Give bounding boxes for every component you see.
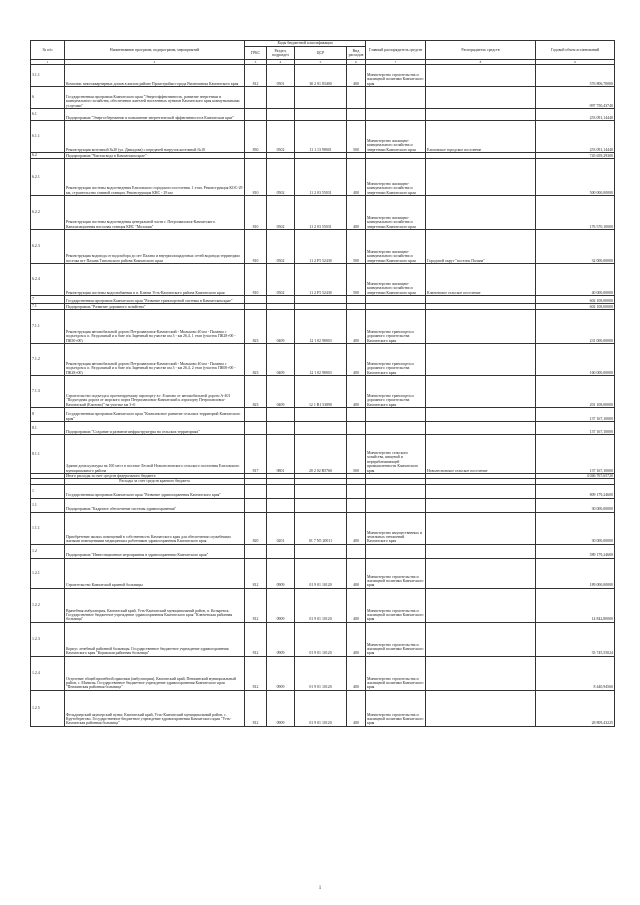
row-grbs xyxy=(245,544,267,558)
row-receiver: Ключевское сельское поселение xyxy=(426,264,536,296)
row-grbs: 810 xyxy=(245,264,267,296)
row-receiver xyxy=(426,296,536,304)
table-row xyxy=(31,196,615,230)
row-number: 1.2.5 xyxy=(31,690,65,726)
row-name: Государственная программа Камчатского края "Развитие транспортной системы в Камчатском крае" xyxy=(65,296,245,304)
row-section xyxy=(267,87,295,109)
row-amount: 602 108,00000 xyxy=(536,304,615,310)
row-grbs: 812 xyxy=(245,690,267,726)
row-name: Реконструкция системы водоотведения Елизовского городского поселения. 1 этап. Реконструкция КОС-29 км, строительство главной станции. Реконструкция КНС - 29 км xyxy=(65,159,245,196)
row-vr: 500 xyxy=(347,435,366,474)
row-name: Подпрограмма "Развитие дорожного хозяйства" xyxy=(65,304,245,310)
row-admin: Министерство жилищно-коммунального хозяйства и энергетики Камчатского края xyxy=(366,196,426,230)
row-amount: 35 745,55024 xyxy=(536,622,615,656)
row-name: Реконструкция системы водоснабжения в п. Ключи Усть-Камчатского района Камчатского края xyxy=(65,264,245,296)
row-name: Строительство подъезда к проектируемому аэропорту в г. Елизово от автомобильной дороги А-401 "Подъездная дорога от морского порта Петропавловск-Камчатский к аэропорту Петропавловск-Камчатский (Елизово)" на участке км 3+0 xyxy=(65,376,245,408)
row-admin xyxy=(366,484,426,498)
row-admin xyxy=(366,109,426,121)
row-name: Отделение общей врачебной практики (амбулатория), Камчатский край, Пенжинский муниципальный район, с. Манилы. Государственное бюджетное учреждение здравоохранения Камчатского края "Пенжинская районная больница" xyxy=(65,656,245,690)
column-index: 6 xyxy=(347,60,366,65)
row-csr xyxy=(295,87,347,109)
row-name: Государственная программа Камчатского края "Комплексное развитие сельских территорий Камчатского края" xyxy=(65,408,245,422)
row-vr: 400 xyxy=(347,588,366,622)
row-grbs: 810 xyxy=(245,196,267,230)
row-name: Комплекс многоквартирных домов в жилом районе Промстройки города Вилючинска Камчатского края xyxy=(65,65,245,87)
row-admin: Министерство сельского хозяйства, пищевой и перерабатывающей промышленности Камчатского края xyxy=(366,435,426,474)
row-number: 8.1.1 xyxy=(31,435,65,474)
row-grbs xyxy=(245,296,267,304)
row-admin: Министерство транспорта и дорожного строительства Камчатского края xyxy=(366,376,426,408)
row-amount: 137 167,10000 xyxy=(536,408,615,422)
row-number: 6.1 xyxy=(31,109,65,121)
row-admin xyxy=(366,296,426,304)
row-amount: 14 842,80000 xyxy=(536,588,615,622)
row-vr: 500 xyxy=(347,264,366,296)
row-admin: Министерство имущественных и земельных отношений Камчатского края xyxy=(366,512,426,544)
row-amount: 30 000,00000 xyxy=(536,512,615,544)
row-admin xyxy=(366,87,426,109)
header-group-codes: Коды бюджетной классификации xyxy=(245,41,366,47)
row-receiver xyxy=(426,344,536,376)
table-row xyxy=(31,422,615,435)
row-name: Реконструкция водовода от водозабора до пгт Палана и внутриплощадочных сетей водовода территории поселка пгт Палана Тигильского района Камчатского края xyxy=(65,230,245,264)
table-row xyxy=(31,435,615,474)
header-receiver: Распорядитель средств xyxy=(426,41,536,60)
row-vr: 400 xyxy=(347,690,366,726)
header-admin: Главный распорядитель средств xyxy=(366,41,426,60)
row-csr: 30 2 01 83400 xyxy=(295,65,347,87)
table-row xyxy=(31,109,615,121)
table-row xyxy=(31,87,615,109)
row-vr: 400 xyxy=(347,196,366,230)
row-csr: 11 2 F5 52430 xyxy=(295,264,347,296)
row-name: Реконструкция автомобильной дороги Петропавловск-Камчатский - Мильково 40 км - Паланка с подъездом к п. Раздольный и к базе п/к Заречный на участке км 3 - км 26,4, 1 этап (участок ПК28+00 - ПК50+00) xyxy=(65,310,245,344)
row-vr xyxy=(347,296,366,304)
row-number: 6.2.2 xyxy=(31,196,65,230)
row-csr: 01 9 01 10120 xyxy=(295,558,347,588)
row-receiver xyxy=(426,196,536,230)
row-section: 0502 xyxy=(267,159,295,196)
row-number: 8 xyxy=(31,408,65,422)
row-csr: 11 2 03 55031 xyxy=(295,196,347,230)
row-name: Врачебная амбулатория, Камчатский край, Усть-Камчатский муниципальный район, п. Козыревск. Государственное бюджетное учреждение здравоохранения Камчатского края "Ключевская районная больница" xyxy=(65,588,245,622)
row-receiver xyxy=(426,544,536,558)
row-number: 1.2.4 xyxy=(31,656,65,690)
row-amount: 28 809,43225 xyxy=(536,690,615,726)
row-section: 0409 xyxy=(267,344,295,376)
row-vr xyxy=(347,109,366,121)
row-amount: 231 000,00000 xyxy=(536,310,615,344)
row-grbs xyxy=(245,422,267,435)
row-admin xyxy=(366,408,426,422)
table-row xyxy=(31,544,615,558)
row-name: Фельдшерский акушерский пункт, Камчатский край, Усть-Камчатский муниципальный район, с. Крутоберегово. Государственное бюджетное учреждение здравоохранения Камчатского края "Усть-Камчатская районная больница" xyxy=(65,690,245,726)
column-index: 1 xyxy=(31,60,65,65)
row-amount: 602 108,00000 xyxy=(536,296,615,304)
row-name: Корпус лечебный районной больницы. Государственное бюджетное учреждение здравоохранения Камчатского края "Корякская районная больница" xyxy=(65,622,245,656)
row-admin: Министерство строительства и жилищной политики Камчатского края xyxy=(366,656,426,690)
column-index: 3 xyxy=(245,60,267,65)
row-amount: 201 108,00000 xyxy=(536,376,615,408)
row-section xyxy=(267,544,295,558)
row-receiver: Елизовское городское поселение xyxy=(426,121,536,153)
table-row xyxy=(31,121,615,153)
row-admin: Министерство жилищно-коммунального хозяйства и энергетики Камчатского края xyxy=(366,264,426,296)
row-csr xyxy=(295,498,347,512)
row-csr: 12 1 02 98003 xyxy=(295,344,347,376)
row-number: 6.2.3 xyxy=(31,230,65,264)
row-vr: 400 xyxy=(347,376,366,408)
row-section: 0909 xyxy=(267,622,295,656)
row-grbs xyxy=(245,109,267,121)
row-amount: 189 000,00000 xyxy=(536,558,615,588)
table-row xyxy=(31,264,615,296)
table-row xyxy=(31,512,615,544)
row-number: 6.1.1 xyxy=(31,121,65,153)
row-receiver xyxy=(426,376,536,408)
row-receiver xyxy=(426,588,536,622)
row-grbs: 830 xyxy=(245,121,267,153)
row-number: 7 xyxy=(31,296,65,304)
row-receiver xyxy=(426,159,536,196)
row-section: 0909 xyxy=(267,656,295,690)
row-csr xyxy=(295,422,347,435)
row-amount: 137 167,10000 xyxy=(536,422,615,435)
row-vr xyxy=(347,422,366,435)
row-amount: 589 179,24600 xyxy=(536,544,615,558)
row-vr: 500 xyxy=(347,121,366,153)
row-number: 8.1 xyxy=(31,422,65,435)
row-csr: 11 2 F5 52430 xyxy=(295,230,347,264)
row-receiver xyxy=(426,109,536,121)
column-index: 4 xyxy=(267,60,295,65)
row-section: 0409 xyxy=(267,310,295,344)
header-grbs: ГРБС xyxy=(245,47,267,60)
row-admin: Министерство строительства и жилищной политики Камчатского края xyxy=(366,65,426,87)
row-admin xyxy=(366,498,426,512)
row-name: Расходы за счет средств краевого бюджета xyxy=(65,479,245,484)
row-csr xyxy=(295,296,347,304)
row-admin: Министерство строительства и жилищной политики Камчатского края xyxy=(366,690,426,726)
row-receiver xyxy=(426,65,536,87)
row-amount: 160 000,00000 xyxy=(536,344,615,376)
header-csr: ЦСР xyxy=(295,47,347,60)
row-amount: 097 750,43740 xyxy=(536,87,615,109)
row-number: 7.1 xyxy=(31,304,65,310)
table-row xyxy=(31,376,615,408)
row-admin: Министерство жилищно-коммунального хозяйства и энергетики Камчатского края xyxy=(366,159,426,196)
header-num: № п/п xyxy=(31,41,65,60)
row-grbs: 823 xyxy=(245,376,267,408)
row-name: Подпрограмма "Энергосбережение и повышение энергетической эффективности в Камчатском крае" xyxy=(65,109,245,121)
row-number: 6.2.1 xyxy=(31,159,65,196)
row-grbs: 812 xyxy=(245,622,267,656)
row-vr: 400 xyxy=(347,656,366,690)
page-number: 1 xyxy=(318,886,322,891)
row-number: 6.2.4 xyxy=(31,264,65,296)
row-number: 1.1.1 xyxy=(31,512,65,544)
row-receiver xyxy=(426,498,536,512)
table-row xyxy=(31,558,615,588)
row-receiver: Новолесновское сельское поселение xyxy=(426,435,536,474)
header-vr: Вид расходов xyxy=(347,47,366,60)
row-amount: 253 091,14440 xyxy=(536,109,615,121)
row-csr xyxy=(295,408,347,422)
row-section: 0501 xyxy=(267,65,295,87)
row-csr: 01 9 01 10120 xyxy=(295,656,347,690)
row-csr xyxy=(295,109,347,121)
budget-table-sheet xyxy=(30,40,614,727)
column-index: 7 xyxy=(366,60,426,65)
row-receiver: Городской округ "поселок Палана" xyxy=(426,230,536,264)
row-grbs xyxy=(245,408,267,422)
row-name: Реконструкция системы водоотведения центральной части г. Петропавловск-Камчатского. Канализационная насосная станция КНС "Молокия" xyxy=(65,196,245,230)
row-admin: Министерство транспорта и дорожного строительства Камчатского края xyxy=(366,344,426,376)
table-row xyxy=(31,296,615,304)
row-section: 0409 xyxy=(267,376,295,408)
row-vr xyxy=(347,484,366,498)
row-admin: Министерство строительства и жилищной политики Камчатского края xyxy=(366,622,426,656)
row-name: Реконструкция автомобильной дороги Петропавловск-Камчатский - Мильково 40 км - Паланка с подъездом к п. Раздольный и к базе п/к Заречный на участке км 3 - км 26,4, 2 этап (участок ПК00+00 - ПК28+00) xyxy=(65,344,245,376)
header-name: Наименование программ, подпрограмм, мероприятий xyxy=(65,41,245,60)
row-grbs: 812 xyxy=(245,588,267,622)
row-csr: 01 9 01 10120 xyxy=(295,588,347,622)
row-section: 0502 xyxy=(267,121,295,153)
row-admin xyxy=(366,422,426,435)
row-vr: 400 xyxy=(347,512,366,544)
row-receiver xyxy=(426,690,536,726)
row-vr xyxy=(347,408,366,422)
row-number: 6 xyxy=(31,87,65,109)
row-receiver xyxy=(426,484,536,498)
column-index: 2 xyxy=(65,60,245,65)
row-number: 3.1.1 xyxy=(31,65,65,87)
row-number: 7.1.2 xyxy=(31,344,65,376)
table-body xyxy=(31,65,615,727)
row-number: 7.1.1 xyxy=(31,310,65,344)
row-name: Здание дома культуры на 100 мест в поселке Лесной Новолесновского сельского поселения Елизовского муниципального района xyxy=(65,435,245,474)
row-amount: 137 167,10000 xyxy=(536,435,615,474)
table-row xyxy=(31,159,615,196)
row-grbs xyxy=(245,87,267,109)
row-number: 1.2 xyxy=(31,544,65,558)
row-receiver xyxy=(426,656,536,690)
row-section: 0909 xyxy=(267,588,295,622)
row-grbs: 817 xyxy=(245,435,267,474)
table-row xyxy=(31,498,615,512)
header-section: Раздел, подраздел xyxy=(267,47,295,60)
row-amount: 40 000,00000 xyxy=(536,264,615,296)
row-csr: 01 9 01 10120 xyxy=(295,690,347,726)
row-grbs: 823 xyxy=(245,344,267,376)
row-section xyxy=(267,109,295,121)
row-name: Подпрограмма "Чистая вода в Камчатском крае" xyxy=(65,153,245,159)
table-row xyxy=(31,622,615,656)
table-row xyxy=(31,230,615,264)
row-grbs: 810 xyxy=(245,159,267,196)
row-amount: 253 091,14440 xyxy=(536,121,615,153)
row-receiver xyxy=(426,422,536,435)
row-grbs: 823 xyxy=(245,310,267,344)
row-amount: 745 659,29300 xyxy=(536,153,615,159)
row-vr xyxy=(347,498,366,512)
row-amount: 30 000,00000 xyxy=(536,498,615,512)
row-vr: 400 xyxy=(347,344,366,376)
row-section: 0909 xyxy=(267,690,295,726)
row-name: Итого расходы за счет средств федерального бюджета xyxy=(65,474,245,479)
row-csr: 12 1 02 98003 xyxy=(295,310,347,344)
row-amount: 8 440,94560 xyxy=(536,656,615,690)
row-vr xyxy=(347,87,366,109)
row-receiver xyxy=(426,87,536,109)
row-amount: 576 806,70000 xyxy=(536,65,615,87)
row-name: Реконструкция котельной №20 (ул. Давыдова) с передачей нагрузок котельной №10 xyxy=(65,121,245,153)
row-grbs: 820 xyxy=(245,512,267,544)
row-number: 1.2.2 xyxy=(31,588,65,622)
row-number: 6.2 xyxy=(31,153,65,159)
row-section xyxy=(267,422,295,435)
row-vr: 400 xyxy=(347,159,366,196)
row-admin: Министерство строительства и жилищной политики Камчатского края xyxy=(366,558,426,588)
row-csr: 11 2 03 55031 xyxy=(295,159,347,196)
row-grbs: 812 xyxy=(245,656,267,690)
row-section xyxy=(267,498,295,512)
row-section: 0801 xyxy=(267,435,295,474)
budget-table xyxy=(30,40,615,727)
row-amount: 176 570,10000 xyxy=(536,196,615,230)
row-number: 1.1 xyxy=(31,498,65,512)
table-row xyxy=(31,690,615,726)
row-section xyxy=(267,296,295,304)
row-receiver xyxy=(426,512,536,544)
row-receiver xyxy=(426,408,536,422)
row-vr xyxy=(347,544,366,558)
row-section: 0502 xyxy=(267,264,295,296)
row-amount: 500 000,00000 xyxy=(536,159,615,196)
row-vr: 500 xyxy=(347,230,366,264)
row-receiver xyxy=(426,622,536,656)
row-name: Приобретение жилых помещений в собственность Камчатского края для обеспечения служебными жилыми помещениями медицинских работников здравоохранения Камчатского края xyxy=(65,512,245,544)
row-number: 7.1.3 xyxy=(31,376,65,408)
row-csr: 12 1 R1 53890 xyxy=(295,376,347,408)
row-admin: Министерство жилищно-коммунального хозяйства и энергетики Камчатского края xyxy=(366,230,426,264)
table-row xyxy=(31,484,615,498)
row-name: Подпрограмма "Инвестиционные мероприятия в здравоохранении Камчатского края" xyxy=(65,544,245,558)
row-grbs: 810 xyxy=(245,230,267,264)
row-vr: 400 xyxy=(347,558,366,588)
row-number: 1 xyxy=(31,484,65,498)
row-number: 1.2.1 xyxy=(31,558,65,588)
row-vr: 400 xyxy=(347,65,366,87)
row-csr: 11 1 13 98001 xyxy=(295,121,347,153)
table-row xyxy=(31,588,615,622)
row-amount: 4 046 767,65720 xyxy=(536,474,615,479)
row-section: 0201 xyxy=(267,512,295,544)
row-csr xyxy=(295,544,347,558)
table-row xyxy=(31,408,615,422)
row-name: Государственная программа Камчатского края "Энергоэффективность, развитие энергетики и коммунального хозяйства, обеспечение жителей населенных пунктов Камчатского края коммунальными услугами" xyxy=(65,87,245,109)
column-index: 8 xyxy=(426,60,536,65)
row-csr: 01 9 01 10120 xyxy=(295,622,347,656)
row-grbs: 812 xyxy=(245,65,267,87)
row-name: Государственная программа Камчатского края "Развитие здравоохранения Камчатского края" xyxy=(65,484,245,498)
row-admin: Министерство транспорта и дорожного строительства Камчатского края xyxy=(366,310,426,344)
row-receiver xyxy=(426,558,536,588)
table-row xyxy=(31,65,615,87)
row-csr: 01 7 N5 20011 xyxy=(295,512,347,544)
row-section: 0909 xyxy=(267,558,295,588)
row-section: 0502 xyxy=(267,196,295,230)
row-grbs: 812 xyxy=(245,558,267,588)
row-grbs xyxy=(245,498,267,512)
row-admin: Министерство жилищно-коммунального хозяйства и энергетики Камчатского края xyxy=(366,121,426,153)
table-row xyxy=(31,310,615,344)
column-index: 9 xyxy=(536,60,615,65)
row-receiver xyxy=(426,310,536,344)
row-section xyxy=(267,408,295,422)
row-name: Подпрограмма "Кадровое обеспечение системы здравоохранения" xyxy=(65,498,245,512)
row-admin xyxy=(366,544,426,558)
row-amount: 809 179,24600 xyxy=(536,484,615,498)
row-admin: Министерство строительства и жилищной политики Камчатского края xyxy=(366,588,426,622)
row-number: 1.2.3 xyxy=(31,622,65,656)
row-csr: 20 2 02 R5760 xyxy=(295,435,347,474)
row-section: 0502 xyxy=(267,230,295,264)
row-name: Строительство Камчатской краевой больницы xyxy=(65,558,245,588)
row-section xyxy=(267,484,295,498)
table-row xyxy=(31,344,615,376)
row-vr: 400 xyxy=(347,622,366,656)
column-index: 5 xyxy=(295,60,347,65)
row-amount: 32 000,00000 xyxy=(536,230,615,264)
row-vr: 400 xyxy=(347,310,366,344)
row-grbs xyxy=(245,484,267,498)
row-name: Подпрограмма "Создание и развитие инфраструктуры на сельских территориях" xyxy=(65,422,245,435)
header-amount: Годовой объем ассигнований xyxy=(536,41,615,60)
row-csr xyxy=(295,484,347,498)
table-row xyxy=(31,656,615,690)
